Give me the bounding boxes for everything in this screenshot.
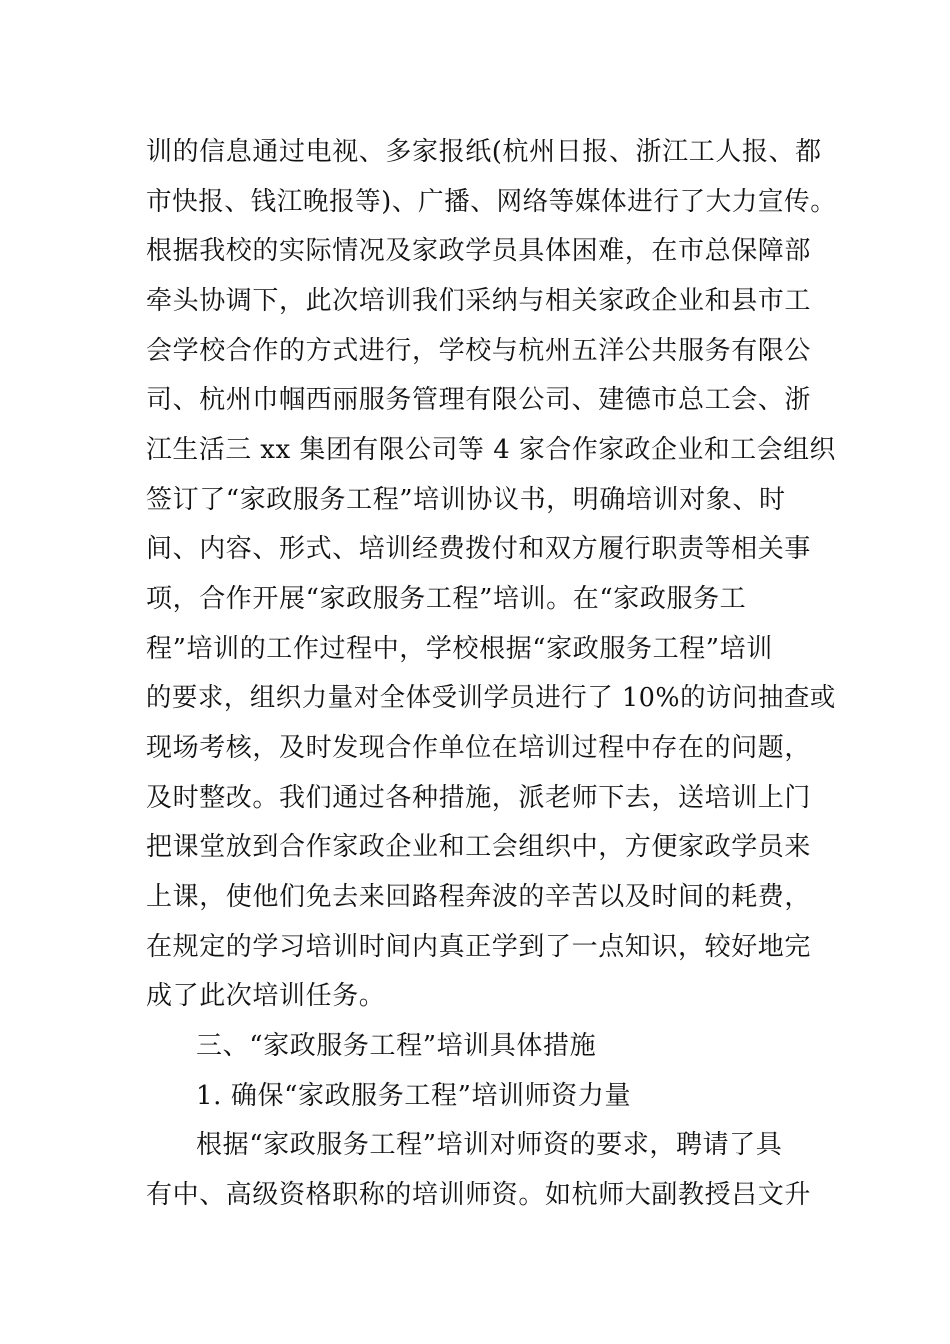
text-line: 根据我校的实际情况及家政学员具体困难，在市总保障部: [146, 236, 812, 266]
subsection-heading: 1. 确保“家政服务工程”培训师资力量: [196, 1081, 632, 1111]
text-line: 训的信息通过电视、多家报纸(杭州日报、浙江工人报、都: [146, 137, 822, 167]
text-line: 江生活三 xx 集团有限公司等 4 家合作家政企业和工会组织: [146, 435, 836, 465]
text-line: 成了此次培训任务。: [146, 981, 386, 1011]
text-line: 根据“家政服务工程”培训对师资的要求，聘请了具: [196, 1130, 783, 1160]
text-line: 在规定的学习培训时间内真正学到了一点知识，较好地完: [146, 932, 812, 962]
text-line: 的要求，组织力量对全体受训学员进行了 10%的访问抽查或: [146, 683, 836, 713]
text-line: 把课堂放到合作家政企业和工会组织中，方便家政学员来: [146, 832, 812, 862]
text-line: 市快报、钱江晚报等)、广播、网络等媒体进行了大力宣传。: [146, 187, 837, 217]
text-line: 项，合作开展“家政服务工程”培训。在“家政服务工: [146, 584, 747, 614]
text-line: 有中、高级资格职称的培训师资。如杭师大副教授吕文升: [146, 1180, 812, 1210]
text-line: 会学校合作的方式进行，学校与杭州五洋公共服务有限公: [146, 336, 812, 366]
section-heading: 三、“家政服务工程”培训具体措施: [196, 1031, 597, 1061]
text-line: 司、杭州巾帼西丽服务管理有限公司、建德市总工会、浙: [146, 385, 812, 415]
text-line: 现场考核，及时发现合作单位在培训过程中存在的问题，: [146, 733, 812, 763]
text-line: 程”培训的工作过程中，学校根据“家政服务工程”培训: [146, 634, 773, 664]
text-line: 及时整改。我们通过各种措施，派老师下去，送培训上门: [146, 783, 812, 813]
text-line: 牵头协调下，此次培训我们采纳与相关家政企业和县市工: [146, 286, 812, 316]
text-line: 上课，使他们免去来回路程奔波的辛苦以及时间的耗费，: [146, 882, 812, 912]
text-line: 签订了“家政服务工程”培训协议书，明确培训对象、时: [146, 485, 786, 515]
text-line: 间、内容、形式、培训经费拨付和双方履行职责等相关事: [146, 534, 812, 564]
